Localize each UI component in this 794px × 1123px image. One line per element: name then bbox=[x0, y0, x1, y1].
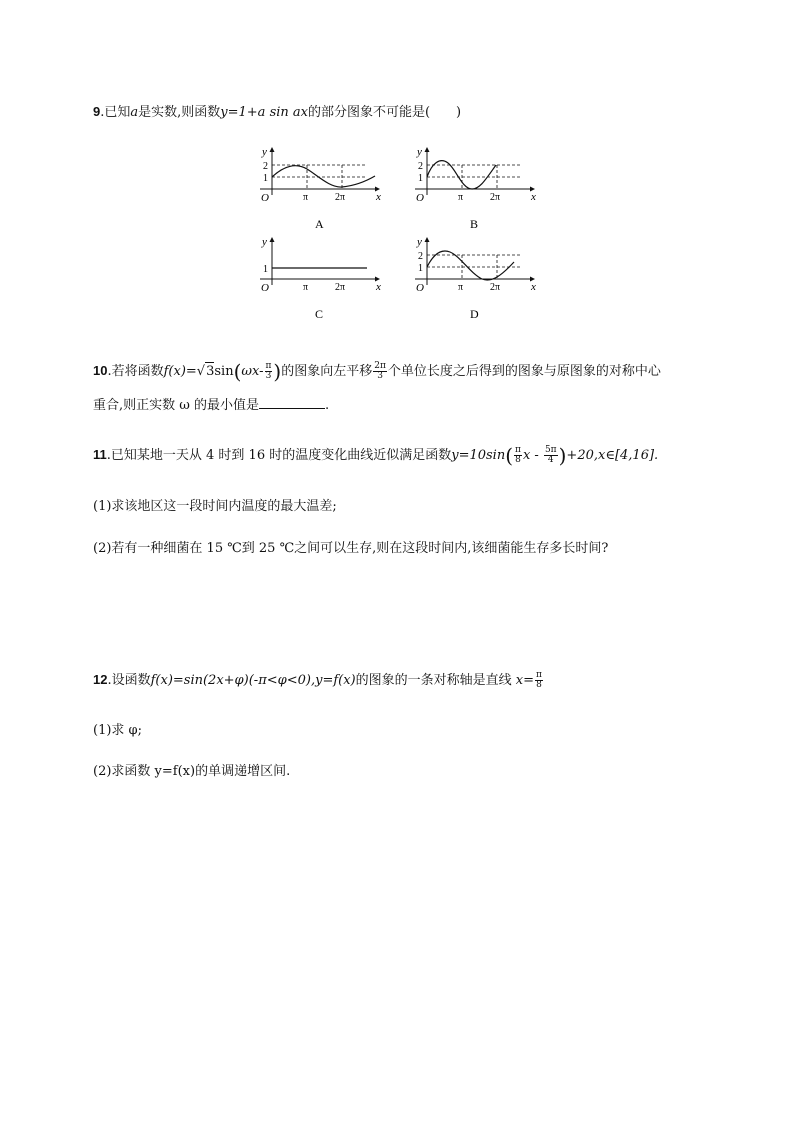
q10-text-end: 个单位长度之后得到的图象与原图象的对称中心 bbox=[387, 364, 661, 379]
fraction bbox=[544, 446, 558, 465]
denominator: 4 bbox=[547, 455, 554, 465]
q12-line-eq: x= bbox=[515, 673, 535, 688]
numerator: 2π bbox=[374, 361, 386, 371]
question-12 bbox=[93, 671, 544, 690]
q12-text-mid: 的图象的一条对称轴是直线 bbox=[355, 673, 512, 688]
question-number: 10 bbox=[93, 363, 108, 378]
question-11 bbox=[93, 443, 659, 468]
denominator: 3 bbox=[265, 371, 272, 381]
q9-text-after: 的部分图象不可能是( ) bbox=[307, 105, 462, 120]
question-10-line2 bbox=[93, 396, 329, 415]
q9-var-a: a bbox=[130, 105, 139, 120]
graph-b bbox=[410, 143, 540, 235]
q9-text-mid: 是实数,则函数 bbox=[138, 105, 221, 120]
axis-y-label: y bbox=[262, 146, 267, 158]
right-paren: ) bbox=[558, 443, 567, 468]
q11-formula-x: x - bbox=[522, 448, 543, 463]
question-number: 11 bbox=[93, 447, 107, 462]
left-paren: ( bbox=[505, 443, 514, 468]
tick-label: 2 bbox=[418, 161, 423, 172]
q11-text: .已知某地一天从 4 时到 16 时的温度变化曲线近似满足函数 bbox=[106, 448, 452, 463]
y-axis-arrow bbox=[425, 147, 430, 152]
origin-label: O bbox=[261, 282, 269, 294]
tick-label: 2π bbox=[335, 192, 346, 203]
numerator: 5π bbox=[544, 445, 557, 455]
q10-text-mid: 的图象向左平移 bbox=[281, 364, 373, 379]
q12-text: .设函数 bbox=[107, 673, 151, 688]
q10-arg: ωx- bbox=[241, 364, 264, 379]
graph-a bbox=[255, 143, 385, 235]
tick-label: π bbox=[303, 192, 309, 203]
q10-text-start: .若将函数 bbox=[107, 364, 164, 379]
graph-label: C bbox=[315, 307, 324, 321]
axis-y-label: y bbox=[262, 236, 267, 248]
axis-x-label: x bbox=[531, 281, 536, 293]
q10-func: f(x)= bbox=[163, 364, 197, 379]
origin-label: O bbox=[261, 192, 269, 204]
q10-line2: 重合,则正实数 ω 的最小值是 bbox=[93, 398, 259, 413]
tick-label: 1 bbox=[418, 263, 423, 274]
denominator: 8 bbox=[536, 680, 542, 690]
q11-formula-end: +20,x∈[4,16]. bbox=[566, 448, 659, 463]
fraction bbox=[373, 362, 387, 381]
question-number: 12 bbox=[93, 672, 108, 687]
tick-label: π bbox=[458, 192, 464, 203]
y-axis-arrow bbox=[270, 237, 275, 242]
curve bbox=[427, 251, 514, 280]
curve bbox=[272, 166, 375, 187]
y-axis-arrow bbox=[270, 147, 275, 152]
q12-formula: f(x)=sin(2x+φ)(-π<φ<0),y=f(x) bbox=[150, 673, 356, 688]
tick-label: 2 bbox=[263, 161, 268, 172]
tick-label: 2π bbox=[335, 282, 346, 293]
graph-label: A bbox=[315, 217, 324, 231]
fraction bbox=[265, 362, 273, 381]
fraction bbox=[514, 446, 522, 465]
right-paren: ) bbox=[273, 359, 282, 384]
axis-x-label: x bbox=[531, 191, 536, 203]
question-11-part1: (1)求该地区这一段时间内温度的最大温差; bbox=[93, 499, 337, 514]
tick-label: 1 bbox=[263, 173, 268, 184]
fraction bbox=[535, 671, 543, 690]
answer-blank[interactable] bbox=[259, 396, 325, 409]
q10-sin: sin bbox=[214, 364, 234, 379]
origin-label: O bbox=[416, 282, 424, 294]
numerator: π bbox=[265, 361, 272, 371]
graph-label: B bbox=[470, 217, 479, 231]
tick-label: 2 bbox=[418, 251, 423, 262]
tick-label: π bbox=[303, 282, 309, 293]
origin-label: O bbox=[416, 192, 424, 204]
question-9 bbox=[93, 103, 461, 122]
graph-label: D bbox=[470, 307, 479, 321]
left-paren: ( bbox=[233, 359, 242, 384]
q10-sqrt: 3 bbox=[206, 364, 215, 379]
tick-label: 1 bbox=[418, 173, 423, 184]
tick-label: 1 bbox=[263, 264, 268, 275]
question-number: 9 bbox=[93, 104, 101, 119]
axis-x-label: x bbox=[376, 191, 381, 203]
question-12-part2: (2)求函数 y=f(x)的单调递增区间. bbox=[93, 764, 291, 779]
q11-formula-start: y=10sin bbox=[451, 448, 506, 463]
q10-line2-end: . bbox=[325, 398, 330, 413]
denominator: 8 bbox=[515, 455, 521, 465]
q9-formula: y=1+a sin ax bbox=[220, 105, 308, 120]
numerator: π bbox=[515, 445, 521, 455]
y-axis-arrow bbox=[425, 237, 430, 242]
axis-x-label: x bbox=[376, 281, 381, 293]
q9-text-before: .已知 bbox=[100, 105, 131, 120]
tick-label: 2π bbox=[490, 192, 501, 203]
tick-label: π bbox=[458, 282, 464, 293]
graph-c bbox=[255, 233, 385, 325]
question-10: 10.若将函数f(x)=√3sin(ωx- $\frac{\pi}{3}$ )的图象向左平移 $\frac{2\pi}{3}$ 个单位长度之后得到的图象与原图象的对称中心 bbox=[93, 359, 661, 384]
axis-y-label: y bbox=[417, 236, 422, 248]
axis-y-label: y bbox=[417, 146, 422, 158]
numerator: π bbox=[536, 670, 542, 680]
question-11-part2: (2)若有一种细菌在 15 ℃到 25 ℃之间可以生存,则在这段时间内,该细菌能生存多长时间? bbox=[93, 541, 609, 556]
denominator: 3 bbox=[377, 371, 383, 381]
tick-label: 2π bbox=[490, 282, 501, 293]
question-12-part1: (1)求 φ; bbox=[93, 723, 143, 738]
graph-d bbox=[410, 233, 540, 325]
